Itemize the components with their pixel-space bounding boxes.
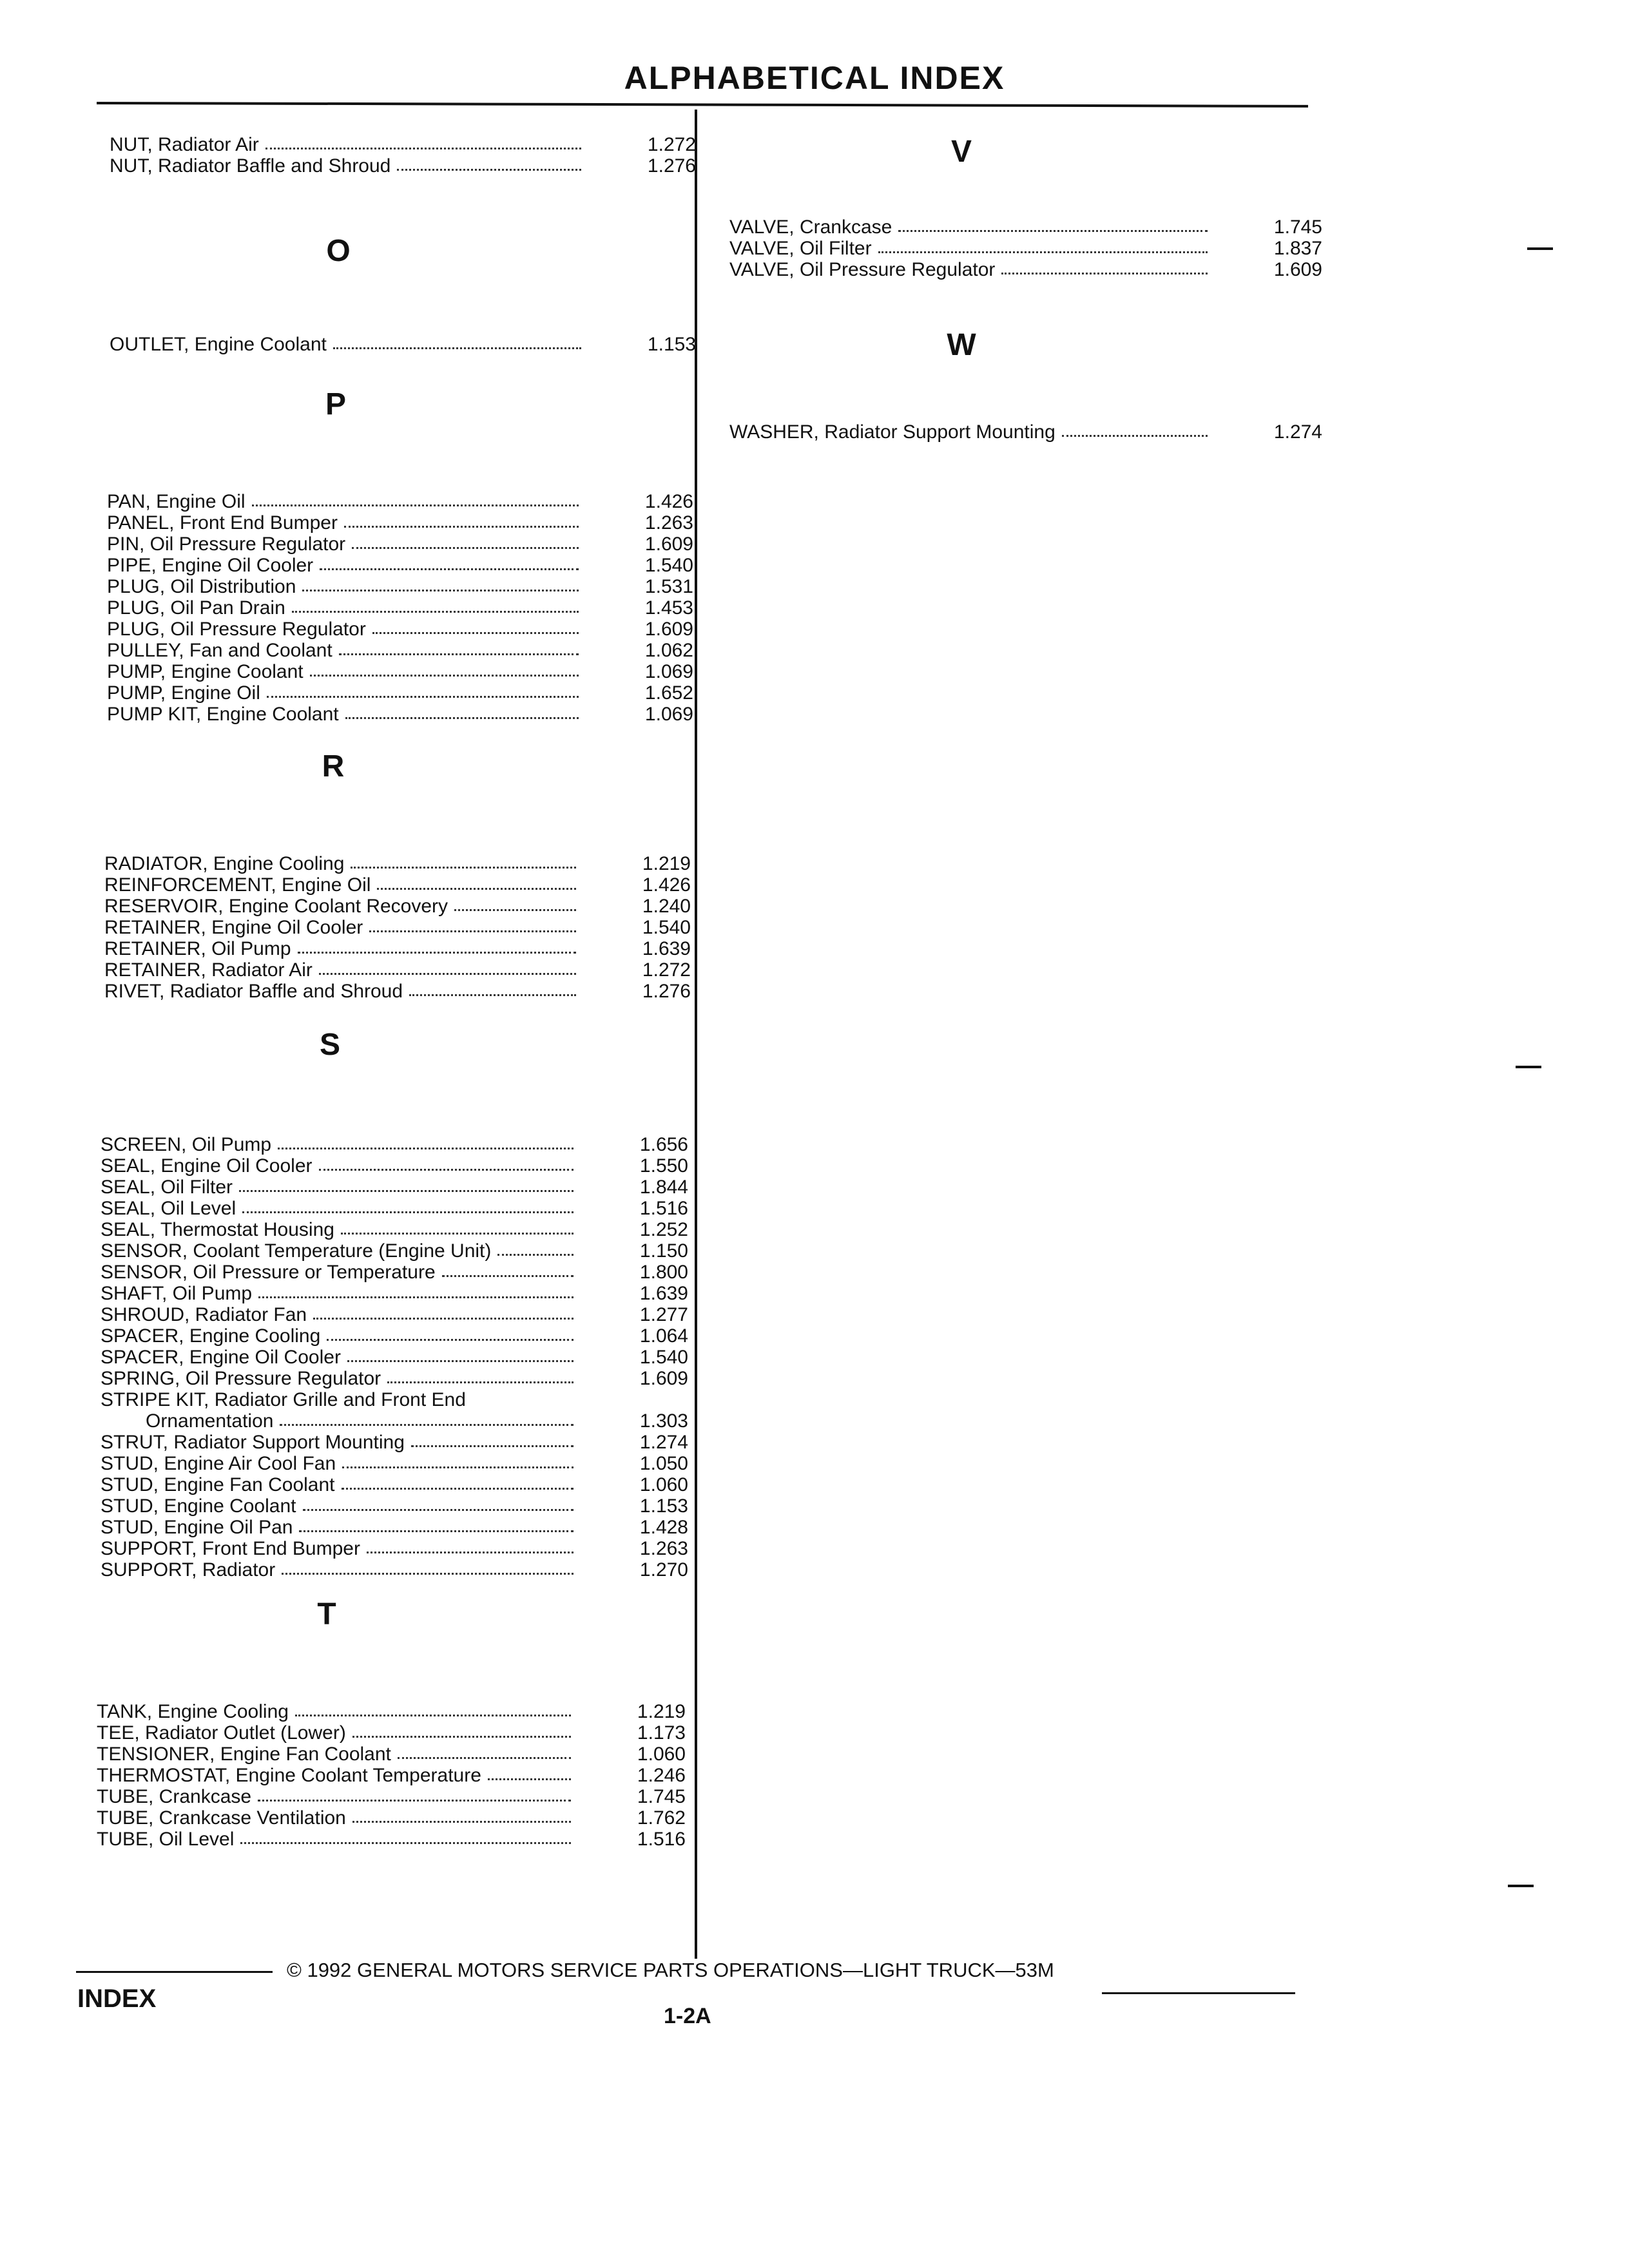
dot-leader <box>295 1715 571 1716</box>
dot-leader <box>397 169 581 171</box>
margin-mark <box>1527 247 1553 250</box>
entry-label: SPACER, Engine Oil Cooler <box>101 1347 341 1368</box>
entry-page: 1.219 <box>642 853 691 874</box>
index-entry <box>107 576 693 597</box>
entry-label: SEAL, Oil Level <box>101 1198 236 1219</box>
dot-leader <box>282 1573 574 1575</box>
entry-label: PUMP KIT, Engine Coolant <box>107 704 339 725</box>
index-entry <box>101 1177 688 1198</box>
entry-label: PAN, Engine Oil <box>107 491 246 512</box>
dot-leader <box>372 632 579 634</box>
index-entry <box>101 1368 688 1389</box>
entry-label: VALVE, Crankcase <box>729 216 892 238</box>
index-entry <box>97 1765 686 1786</box>
section-letter: W <box>947 328 976 362</box>
index-entry <box>104 874 691 896</box>
index-entry <box>101 1410 688 1432</box>
index-entry <box>101 1219 688 1240</box>
entry-page: 1.540 <box>644 555 693 576</box>
index-entry <box>101 1495 688 1517</box>
section-letter: O <box>326 234 351 268</box>
entry-page: 1.745 <box>637 1786 686 1807</box>
dot-leader <box>333 347 581 349</box>
entry-page: 1.837 <box>1273 238 1322 259</box>
dot-leader <box>411 1445 574 1447</box>
index-entry <box>101 1198 688 1219</box>
entry-label: PLUG, Oil Pan Drain <box>107 597 285 619</box>
entry-page: 1.153 <box>639 1495 688 1517</box>
entry-label: PUMP, Engine Oil <box>107 682 260 704</box>
dot-leader <box>347 1360 574 1362</box>
dot-leader <box>320 568 579 570</box>
entry-label: SPRING, Oil Pressure Regulator <box>101 1368 381 1389</box>
index-entry <box>97 1829 686 1850</box>
dot-leader <box>258 1800 571 1802</box>
dot-leader <box>1062 435 1208 437</box>
entry-label: PULLEY, Fan and Coolant <box>107 640 333 661</box>
index-entry <box>107 682 693 704</box>
entry-page: 1.550 <box>639 1155 688 1177</box>
section-letter: V <box>950 135 972 169</box>
entry-page: 1.274 <box>1273 421 1322 443</box>
entry-label: RETAINER, Oil Pump <box>104 938 291 959</box>
entry-label: SCREEN, Oil Pump <box>101 1134 272 1155</box>
dot-leader <box>310 675 579 677</box>
entry-label: SENSOR, Coolant Temperature (Engine Unit) <box>101 1240 492 1262</box>
entry-page: 1.639 <box>639 1283 688 1304</box>
entry-label: STRUT, Radiator Support Mounting <box>101 1432 405 1453</box>
section-letter: P <box>325 387 346 421</box>
entry-label: Ornamentation <box>146 1410 274 1432</box>
entry-page: 1.263 <box>639 1538 688 1559</box>
entry-label: RADIATOR, Engine Cooling <box>104 853 345 874</box>
entry-label: RIVET, Radiator Baffle and Shroud <box>104 981 403 1002</box>
entry-page: 1.844 <box>639 1177 688 1198</box>
section-letter: S <box>319 1028 340 1062</box>
dot-leader <box>377 888 576 890</box>
entry-label: WASHER, Radiator Support Mounting <box>729 421 1055 443</box>
entry-label: NUT, Radiator Air <box>110 134 259 155</box>
entry-label: SHROUD, Radiator Fan <box>101 1304 307 1325</box>
dot-leader <box>442 1275 574 1277</box>
entry-page: 1.652 <box>644 682 693 704</box>
entry-label: STUD, Engine Oil Pan <box>101 1517 293 1538</box>
index-entry <box>107 661 693 682</box>
section-v <box>729 133 1322 280</box>
entry-page: 1.800 <box>639 1262 688 1283</box>
index-entry <box>97 1722 686 1744</box>
entry-label: TENSIONER, Engine Fan Coolant <box>97 1744 391 1765</box>
entry-page: 1.428 <box>639 1517 688 1538</box>
entry-label: TEE, Radiator Outlet (Lower) <box>97 1722 346 1744</box>
dot-leader <box>339 653 579 655</box>
dot-leader <box>352 1821 571 1823</box>
dot-leader <box>497 1254 574 1256</box>
entry-label: PANEL, Front End Bumper <box>107 512 338 533</box>
entry-page: 1.531 <box>644 576 693 597</box>
index-entry <box>97 1807 686 1829</box>
entry-page: 1.453 <box>644 597 693 619</box>
index-entry <box>729 421 1322 443</box>
entry-page: 1.609 <box>644 533 693 555</box>
entry-page: 1.745 <box>1273 216 1322 238</box>
index-entry <box>101 1559 688 1581</box>
entry-label: PIPE, Engine Oil Cooler <box>107 555 314 576</box>
entry-page: 1.150 <box>639 1240 688 1262</box>
index-entry <box>107 512 693 533</box>
entry-page: 1.219 <box>637 1701 686 1722</box>
section-t <box>97 1595 686 1850</box>
entry-page: 1.069 <box>644 704 693 725</box>
entry-label: PUMP, Engine Coolant <box>107 661 304 682</box>
index-entry <box>101 1538 688 1559</box>
dot-leader <box>302 590 579 591</box>
entry-page: 1.252 <box>639 1219 688 1240</box>
entry-label: SUPPORT, Radiator <box>101 1559 276 1581</box>
index-entry <box>101 1262 688 1283</box>
dot-leader <box>352 547 579 549</box>
dot-leader <box>488 1778 571 1780</box>
entry-label: SENSOR, Oil Pressure or Temperature <box>101 1262 436 1283</box>
section-letter: T <box>317 1597 336 1631</box>
entry-label: OUTLET, Engine Coolant <box>110 334 327 355</box>
section-p <box>107 385 693 725</box>
entry-label: PLUG, Oil Distribution <box>107 576 296 597</box>
index-entry <box>101 1325 688 1347</box>
index-entry <box>107 640 693 661</box>
dot-leader <box>352 1736 571 1738</box>
entry-label: SHAFT, Oil Pump <box>101 1283 253 1304</box>
footer-rule-left <box>76 1971 273 1973</box>
index-entry <box>97 1786 686 1807</box>
entry-label: TUBE, Oil Level <box>97 1829 235 1850</box>
column-divider <box>695 110 697 1959</box>
dot-leader <box>387 1381 574 1383</box>
entry-page: 1.274 <box>639 1432 688 1453</box>
index-entry <box>101 1453 688 1474</box>
dot-leader <box>303 1509 574 1511</box>
entry-label: SPACER, Engine Cooling <box>101 1325 321 1347</box>
section-w <box>729 326 1322 443</box>
dot-leader <box>344 526 579 528</box>
entry-page: 1.272 <box>647 134 696 155</box>
index-entry <box>101 1347 688 1368</box>
dot-leader <box>898 230 1208 232</box>
entry-page: 1.426 <box>644 491 693 512</box>
dot-leader <box>878 251 1208 253</box>
dot-leader <box>345 717 579 719</box>
entry-label: SEAL, Oil Filter <box>101 1177 233 1198</box>
entry-page: 1.277 <box>639 1304 688 1325</box>
entry-label: SEAL, Engine Oil Cooler <box>101 1155 313 1177</box>
entry-page: 1.540 <box>642 917 691 938</box>
dot-leader <box>298 952 577 954</box>
entry-page: 1.240 <box>642 896 691 917</box>
entry-label: TUBE, Crankcase <box>97 1786 252 1807</box>
dot-leader <box>252 505 579 506</box>
entry-page: 1.050 <box>639 1453 688 1474</box>
index-entry <box>101 1304 688 1325</box>
index-entry <box>101 1389 688 1410</box>
index-entry <box>104 917 691 938</box>
dot-leader <box>313 1318 574 1320</box>
dot-leader <box>409 994 576 996</box>
section-s <box>101 1026 688 1581</box>
entry-page: 1.153 <box>647 334 696 355</box>
index-entry <box>97 1701 686 1722</box>
dot-leader <box>319 1169 574 1171</box>
margin-mark <box>1516 1066 1541 1068</box>
footer-section-label: INDEX <box>77 1984 157 2013</box>
dot-leader <box>265 148 581 149</box>
entry-page: 1.540 <box>639 1347 688 1368</box>
dot-leader <box>278 1148 574 1149</box>
section-r <box>104 747 691 1002</box>
dot-leader <box>367 1552 574 1553</box>
entry-label: NUT, Radiator Baffle and Shroud <box>110 155 391 177</box>
entry-label: STUD, Engine Coolant <box>101 1495 296 1517</box>
entry-page: 1.060 <box>639 1474 688 1495</box>
dot-leader <box>369 930 576 932</box>
entry-label: PIN, Oil Pressure Regulator <box>107 533 346 555</box>
page-title: ALPHABETICAL INDEX <box>624 60 1005 96</box>
entry-label: STRIPE KIT, Radiator Grille and Front End <box>101 1389 466 1410</box>
entry-label: STUD, Engine Air Cool Fan <box>101 1453 336 1474</box>
dot-leader <box>342 1466 574 1468</box>
entry-label: VALVE, Oil Filter <box>729 238 872 259</box>
dot-leader <box>1001 273 1208 274</box>
section-letter: R <box>322 749 345 783</box>
entry-page: 1.272 <box>642 959 691 981</box>
entry-page: 1.609 <box>639 1368 688 1389</box>
entry-page: 1.656 <box>639 1134 688 1155</box>
entry-label: TANK, Engine Cooling <box>97 1701 289 1722</box>
index-entry <box>101 1432 688 1453</box>
title-rule <box>97 102 1308 108</box>
entry-page: 1.270 <box>639 1559 688 1581</box>
dot-leader <box>341 1233 574 1235</box>
index-entry <box>104 959 691 981</box>
entry-page: 1.173 <box>637 1722 686 1744</box>
entry-page: 1.762 <box>637 1807 686 1829</box>
entry-label: VALVE, Oil Pressure Regulator <box>729 259 996 280</box>
dot-leader <box>454 909 576 911</box>
index-entry <box>101 1240 688 1262</box>
dot-leader <box>327 1339 574 1341</box>
index-entry <box>729 259 1322 280</box>
index-entry <box>97 1744 686 1765</box>
dot-leader <box>258 1296 574 1298</box>
entry-page: 1.609 <box>1273 259 1322 280</box>
dot-leader <box>267 696 579 698</box>
entry-page: 1.069 <box>644 661 693 682</box>
index-entry <box>107 619 693 640</box>
entry-label: PLUG, Oil Pressure Regulator <box>107 619 366 640</box>
footer-page-number: 1-2A <box>664 2004 711 2028</box>
index-entry <box>107 491 693 512</box>
dot-leader <box>242 1211 574 1213</box>
dot-leader <box>342 1488 574 1490</box>
entry-page: 1.276 <box>642 981 691 1002</box>
dot-leader <box>292 611 579 613</box>
entry-label: TUBE, Crankcase Ventilation <box>97 1807 346 1829</box>
dot-leader <box>299 1530 574 1532</box>
index-entry <box>104 853 691 874</box>
index-entry <box>101 1474 688 1495</box>
index-entry <box>101 1134 688 1155</box>
index-entry <box>729 238 1322 259</box>
dot-leader <box>351 867 576 869</box>
dot-leader <box>239 1190 574 1192</box>
entry-page: 1.246 <box>637 1765 686 1786</box>
entry-page: 1.639 <box>642 938 691 959</box>
entry-label: THERMOSTAT, Engine Coolant Temperature <box>97 1765 481 1786</box>
entry-label: STUD, Engine Fan Coolant <box>101 1474 335 1495</box>
dot-leader <box>280 1424 574 1426</box>
entry-label: RESERVOIR, Engine Coolant Recovery <box>104 896 448 917</box>
entry-label: SEAL, Thermostat Housing <box>101 1219 334 1240</box>
dot-leader <box>240 1842 571 1844</box>
entry-page: 1.276 <box>647 155 696 177</box>
margin-mark <box>1508 1885 1534 1887</box>
entry-page: 1.516 <box>639 1198 688 1219</box>
entry-page: 1.609 <box>644 619 693 640</box>
entry-label: RETAINER, Engine Oil Cooler <box>104 917 363 938</box>
entry-page: 1.516 <box>637 1829 686 1850</box>
index-entry <box>104 938 691 959</box>
dot-leader <box>319 973 576 975</box>
index-entry <box>104 896 691 917</box>
index-entry <box>729 216 1322 238</box>
entry-page: 1.060 <box>637 1744 686 1765</box>
dot-leader <box>398 1757 571 1759</box>
index-entry <box>101 1155 688 1177</box>
entry-label: REINFORCEMENT, Engine Oil <box>104 874 371 896</box>
entry-label: SUPPORT, Front End Bumper <box>101 1538 360 1559</box>
footer-rule-right <box>1102 1992 1295 1994</box>
entry-page: 1.062 <box>644 640 693 661</box>
index-entry <box>107 555 693 576</box>
footer-copyright: © 1992 GENERAL MOTORS SERVICE PARTS OPERATIONS—LIGHT TRUCK—53M <box>287 1959 1054 1981</box>
entry-label: RETAINER, Radiator Air <box>104 959 313 981</box>
index-entry <box>107 597 693 619</box>
index-entry <box>101 1517 688 1538</box>
index-entry <box>107 704 693 725</box>
entry-page: 1.263 <box>644 512 693 533</box>
index-entry <box>104 981 691 1002</box>
entry-page: 1.426 <box>642 874 691 896</box>
index-entry <box>101 1283 688 1304</box>
entry-page: 1.303 <box>639 1410 688 1432</box>
entry-page: 1.064 <box>639 1325 688 1347</box>
index-entry <box>107 533 693 555</box>
